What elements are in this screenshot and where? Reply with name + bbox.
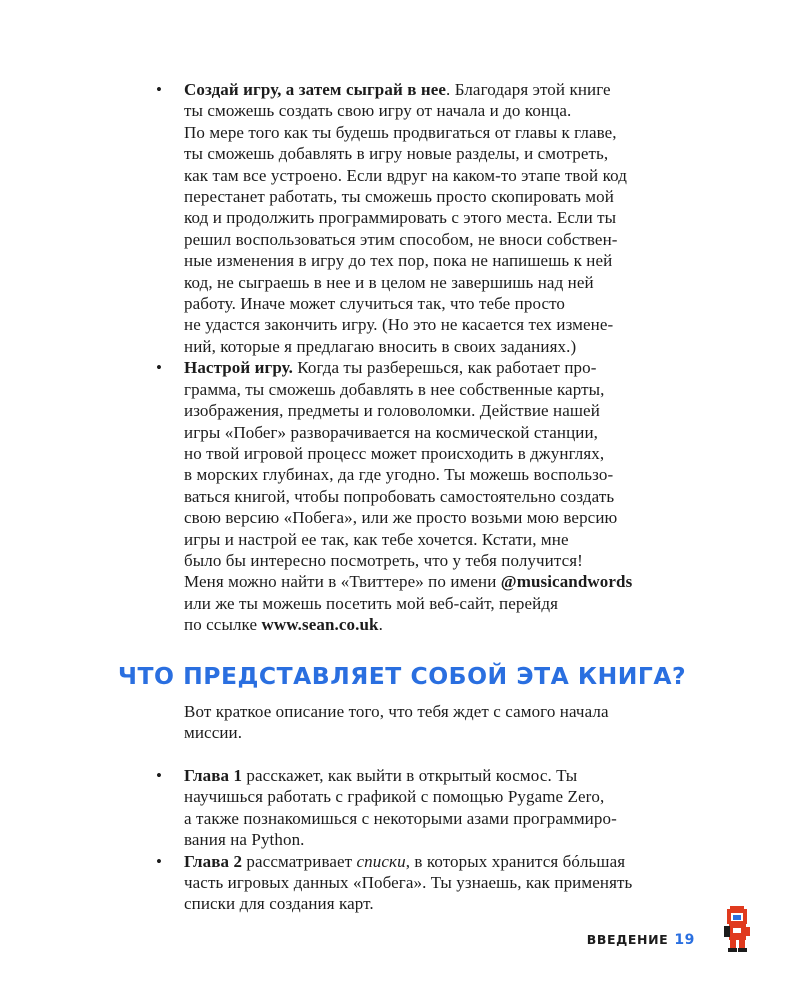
item-lead: Глава 2: [184, 851, 243, 871]
text-line: списки для создания карт.: [184, 894, 374, 914]
text-line: миссии.: [184, 723, 243, 743]
text-line: не удастся закончить игру. (Но это не касается тех измене-: [184, 315, 614, 335]
astronaut-icon: [720, 906, 752, 952]
section-name: ВВЕДЕНИЕ: [586, 932, 669, 947]
website-link[interactable]: www.sean.co.uk: [261, 615, 379, 635]
bullet: •: [156, 851, 162, 871]
text-line: код и продолжить программировать с этого места. Если ты: [184, 208, 617, 228]
text-line: в морских глубинах, да где угодно. Ты можешь воспользо-: [184, 465, 614, 485]
item-lead: Создай игру, а затем сыграй в нее: [184, 80, 447, 99]
page-footer: [587, 932, 695, 948]
text-line: Создай игру, а затем сыграй в нее. Благодаря этой книге: [184, 80, 611, 99]
text-line: научишься работать с графикой с помощью Pygame Zero,: [184, 787, 605, 807]
text-line: Глава 2 рассматривает списки, в которых хранится бóльшая: [184, 851, 626, 871]
intro-paragraph: [184, 701, 609, 744]
chapter-list: [156, 765, 716, 915]
text-line: По мере того как ты будешь продвигаться от главы к главе,: [184, 122, 617, 142]
list-item: [156, 79, 716, 357]
text-line: ты сможешь добавлять в игру новые разделы, и смотреть,: [184, 144, 609, 164]
section-heading: ЧТО ПРЕДСТАВЛЯЕТ СОБОЙ ЭТА КНИГА?: [118, 664, 687, 690]
text-line: было бы интересно посмотреть, что у тебя получится!: [184, 550, 583, 570]
text-line: как там все устроено. Если вдруг на каком-то этапе твой код: [184, 165, 627, 185]
text-line: игры «Побег» разворачивается на космической станции,: [184, 422, 599, 442]
text-line: часть игровых данных «Побега». Ты узнаешь, как применять: [184, 873, 633, 893]
bullet: •: [156, 358, 162, 378]
item-lead: Глава 1: [184, 766, 243, 785]
text-line: ний, которые я предлагаю вносить в своих заданиях.): [184, 336, 577, 356]
list-item: [156, 357, 716, 635]
page-number: 19: [674, 932, 695, 948]
text-line: а также познакомишься с некоторыми азами программиро-: [184, 808, 617, 828]
text-line: вания на Python.: [184, 830, 305, 850]
text-line: игры и настрой ее так, как тебе хочется. Кстати, мне: [184, 529, 569, 549]
text-line: решил воспользоваться этим способом, не вноси собствен-: [184, 229, 618, 249]
text-line: изображения, предметы и головоломки. Действие нашей: [184, 401, 600, 421]
text-line: работу. Иначе может случиться так, что тебе просто: [184, 294, 566, 314]
text-line: Глава 1 расскажет, как выйти в открытый космос. Ты: [184, 766, 578, 785]
bullet: •: [156, 766, 162, 785]
text-line: грамма, ты сможешь добавлять в нее собственные карты,: [184, 379, 605, 399]
text-line: ные изменения в игру до тех пор, пока не напишешь к ней: [184, 251, 613, 271]
text-line: ваться книгой, чтобы попробовать самостоятельно создать: [184, 486, 615, 506]
text-line: Вот краткое описание того, что тебя ждет с самого начала: [184, 702, 609, 721]
text-line: Меня можно найти в «Твиттере» по имени @musicandwords: [184, 572, 633, 592]
text-line: Настрой игру. Когда ты разберешься, как работает про-: [184, 358, 597, 378]
text-line: ты сможешь создать свою игру от начала и до конца.: [184, 101, 572, 121]
text-line: свою версию «Побега», или же просто возьми мою версию: [184, 508, 618, 528]
emphasis: списки: [356, 851, 406, 871]
feature-list: [156, 79, 716, 636]
text-line: перестанет работать, ты сможешь просто скопировать мой: [184, 187, 614, 207]
text-line: но твой игровой процесс может происходить в джунглях,: [184, 443, 605, 463]
list-item: [156, 851, 716, 915]
text-line: или же ты можешь посетить мой веб-сайт, перейдя: [184, 593, 559, 613]
text-line: по ссылке www.sean.co.uk.: [184, 615, 383, 635]
bullet: •: [156, 80, 162, 99]
text-line: код, не сыграешь в нее и в целом не завершишь над ней: [184, 272, 594, 292]
list-item: [156, 765, 716, 851]
item-lead: Настрой игру.: [184, 358, 293, 378]
twitter-handle: @musicandwords: [500, 572, 633, 592]
